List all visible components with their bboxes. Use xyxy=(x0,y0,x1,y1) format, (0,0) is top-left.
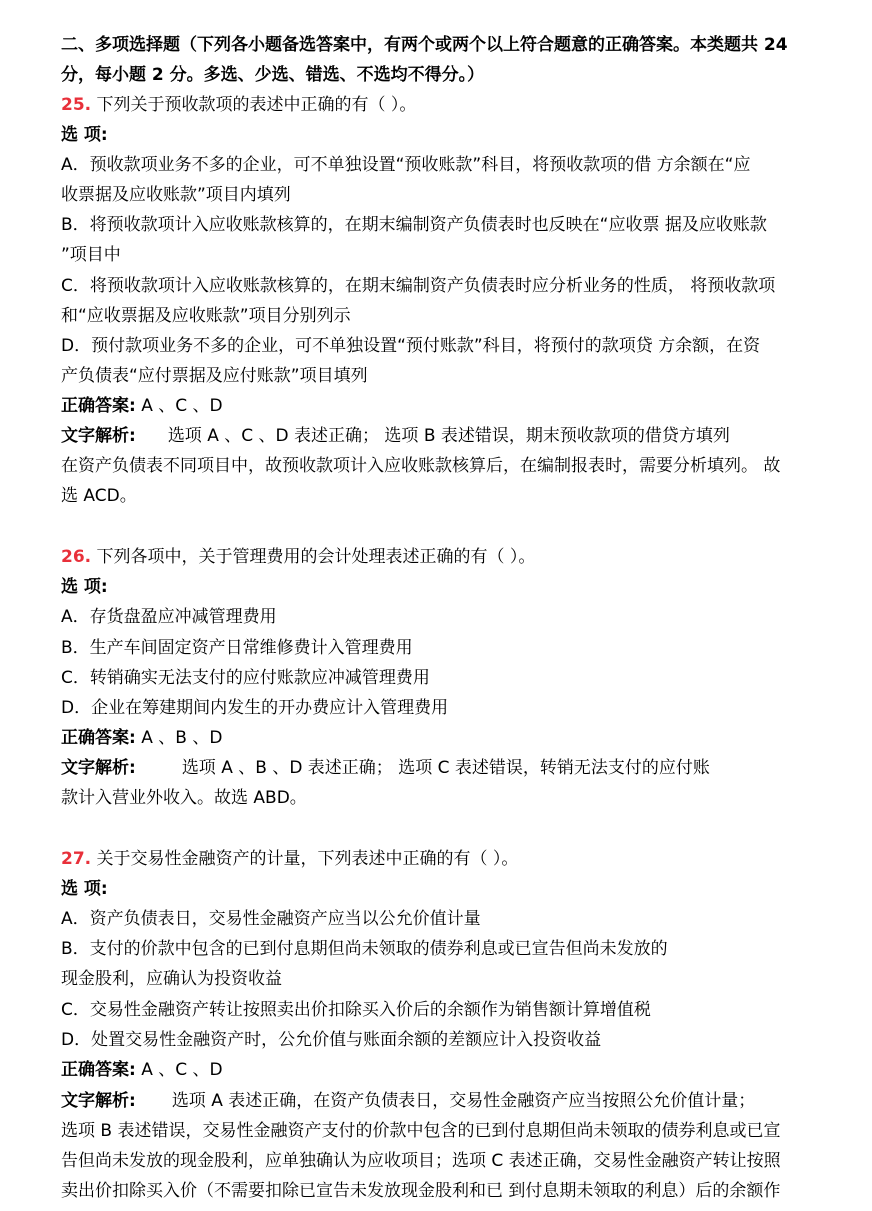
option-a-line-2: 收票据及应收账款”项目内填列 xyxy=(61,185,291,205)
section-heading-line-2: 分，每小题 2 分。多选、少选、错选、不选均不得分。） xyxy=(61,65,485,85)
option-b-line-2: 现金股利，应确认为投资收益 xyxy=(61,969,282,989)
options-label: 选 项: xyxy=(61,577,108,597)
question-stem: 关于交易性金融资产的计量，下列表述中正确的有（ ）。 xyxy=(96,849,519,869)
analysis-line-4: 卖出价扣除买入价（不需要扣除已宣告未发放现金股利和已 到付息期未领取的利息）后的余额作 xyxy=(61,1181,781,1201)
option-d-line-2: 产负债表“应付票据及应付账款”项目填列 xyxy=(61,366,368,386)
option-c-line-1: C．将预收款项计入应收账款核算的，在期末编制资产负债表时应分析业务的性质， 将预收款项 xyxy=(61,276,776,296)
analysis-line-2: 款计入营业外收入。故选 ABD。 xyxy=(61,788,307,808)
options-label: 选 项: xyxy=(61,125,108,145)
answer-label: 正确答案: xyxy=(61,396,136,416)
option-c-line-2: 和“应收票据及应收账款”项目分别列示 xyxy=(61,306,351,326)
analysis-text: 选项 A 、B 、D 表述正确； 选项 C 表述错误，转销无法支付的应付账 xyxy=(181,758,710,778)
option-b-line-1: B．将预收款项计入应收账款核算的，在期末编制资产负债表时也反映在“应收票 据及应收账款 xyxy=(61,215,767,235)
analysis-line-1 xyxy=(61,425,821,447)
analysis-line-1 xyxy=(61,757,821,779)
option-c: C．交易性金融资产转让按照卖出价扣除买入价后的余额作为销售额计算增值税 xyxy=(61,1000,651,1020)
analysis-label: 文字解析: xyxy=(61,426,136,446)
option-d: D．企业在筹建期间内发生的开办费应计入管理费用 xyxy=(61,698,449,718)
analysis-text: 选项 A 、C 、D 表述正确； 选项 B 表述错误，期末预收款项的借贷方填列 xyxy=(167,426,730,446)
question-number: 25. xyxy=(61,95,92,115)
question-stem: 下列各项中，关于管理费用的会计处理表述正确的有（ ）。 xyxy=(96,547,536,567)
analysis-line-3: 选 ACD。 xyxy=(61,486,137,506)
option-a-line-1: A．预收款项业务不多的企业，可不单独设置“预收账款”科目，将预收款项的借 方余额在“应 xyxy=(61,155,751,175)
analysis-line-2: 选项 B 表述错误，交易性金融资产支付的价款中包含的已到付息期但尚未领取的债券利息或已宣 xyxy=(61,1121,781,1141)
answer-label: 正确答案: xyxy=(61,728,136,748)
option-c: C．转销确实无法支付的应付账款应冲减管理费用 xyxy=(61,668,430,688)
answer-value: A 、C 、D xyxy=(141,396,223,416)
analysis-line-1 xyxy=(61,1090,821,1112)
analysis-line-2: 在资产负债表不同项目中，故预收款项计入应收账款核算后，在编制报表时，需要分析填列。 故 xyxy=(61,456,781,476)
answer-value: A 、B 、D xyxy=(141,728,223,748)
option-b: B．生产车间固定资产日常维修费计入管理费用 xyxy=(61,638,413,658)
option-d: D．处置交易性金融资产时，公允价值与账面余额的差额应计入投资收益 xyxy=(61,1030,602,1050)
correct-answer-line xyxy=(61,395,821,417)
section-heading-line-1: 二、多项选择题（下列各小题备选答案中，有两个或两个以上符合题意的正确答案。本类题共 24 xyxy=(61,35,788,55)
question-number: 27. xyxy=(61,849,92,869)
options-label: 选 项: xyxy=(61,879,108,899)
analysis-line-3: 告但尚未发放的现金股利，应单独确认为应收项目；选项 C 表述正确，交易性金融资产转让按照 xyxy=(61,1151,781,1171)
option-a: A．存货盘盈应冲减管理费用 xyxy=(61,607,277,627)
question-26-stem-line xyxy=(61,546,821,568)
analysis-label: 文字解析: xyxy=(61,1091,136,1111)
analysis-text: 选项 A 表述正确，在资产负债表日，交易性金融资产应当按照公允价值计量； xyxy=(171,1091,756,1111)
option-a: A．资产负债表日，交易性金融资产应当以公允价值计量 xyxy=(61,909,481,929)
analysis-label: 文字解析: xyxy=(61,758,136,778)
answer-label: 正确答案: xyxy=(61,1060,136,1080)
correct-answer-line xyxy=(61,727,821,749)
question-stem: 下列关于预收款项的表述中正确的有（ ）。 xyxy=(96,95,417,115)
question-number: 26. xyxy=(61,547,92,567)
question-25-stem-line xyxy=(61,94,821,116)
option-d-line-1: D．预付款项业务不多的企业，可不单独设置“预付账款”科目，将预付的款项贷 方余额，在资 xyxy=(61,336,761,356)
answer-value: A 、C 、D xyxy=(141,1060,223,1080)
correct-answer-line xyxy=(61,1059,821,1081)
option-b-line-1: B．支付的价款中包含的已到付息期但尚未领取的债券利息或已宣告但尚未发放的 xyxy=(61,939,668,959)
option-b-line-2: ”项目中 xyxy=(61,245,121,265)
question-27-stem-line xyxy=(61,848,821,870)
